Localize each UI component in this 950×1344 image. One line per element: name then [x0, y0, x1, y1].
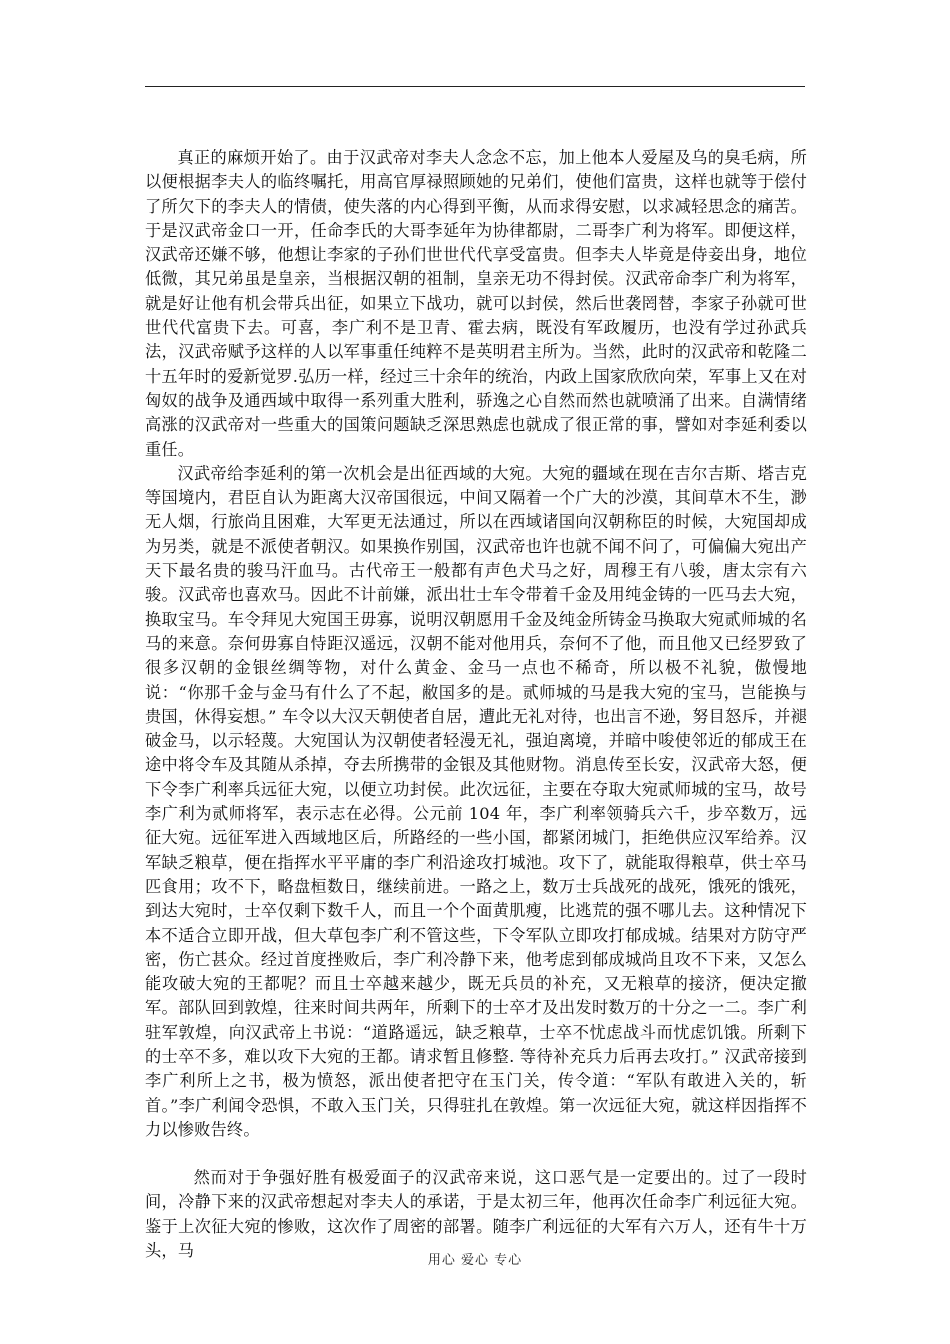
header-rule: [145, 86, 805, 87]
paragraph-3: 然而对于争强好胜有极爱面子的汉武帝来说，这口恶气是一定要出的。过了一段时间，冷静下来的汉武帝想起对李夫人的承诺，于是太初三年，他再次任命李广利远征大宛。鉴于上次征大宛的惨败，这次作了周密的部署。随李广利远征的大军有六万人，还有牛十万头，马: [145, 1168, 807, 1261]
paragraph-1: 真正的麻烦开始了。由于汉武帝对李夫人念念不忘，加上他本人爱屋及乌的臭毛病，所以便根据李夫人的临终嘱托，用高官厚禄照顾她的兄弟们，使他们富贵，这样也就等于偿付了所欠下的李夫人的情债，使失落的内心得到平衡，从而求得安慰，以求减轻思念的痛苦。于是汉武帝金口一开，任命李氏的大哥李延年为协律都尉，二哥李广利为将军。即便这样，汉武帝还嫌不够，他想让李家的子孙们世世代代享受富贵。但李夫人毕竟是侍妾出身，地位低微，其兄弟虽是皇亲，当根据汉朝的祖制，皇亲无功不得封侯。汉武帝命李广利为将军，就是好让他有机会带兵出征，如果立下战功，就可以封侯，然后世袭罔替，李家子孙就可世世代代富贵下去。可喜，李广利不是卫青、霍去病，既没有军政履历，也没有学过孙武兵法，汉武帝赋予这样的人以军事重任纯粹不是英明君主所为。当然，此时的汉武帝和乾隆二十五年时的爱新觉罗.弘历一样，经过三十余年的统治，内政上国家欣欣向荣，军事上又在对匈奴的战争及通西域中取得一系列重大胜利，骄逸之心自然而然也就喷涌了出来。自满情绪高涨的汉武帝对一些重大的国策问题缺乏深思熟虑也就成了很正常的事，譬如对李延利委以重任。: [145, 148, 807, 459]
page-footer: 用心 爱心 专心: [427, 1253, 523, 1268]
article-body: [145, 146, 807, 1263]
paragraph-2: 汉武帝给李延利的第一次机会是出征西域的大宛。大宛的疆域在现在吉尔吉斯、塔吉克等国境内，君臣自认为距离大汉帝国很远，中间又隔着一个广大的沙漠，其间草木不生，渺无人烟，行旅尚且困难，大军更无法通过，所以在西域诸国向汉朝称臣的时候，大宛国却成为另类，就是不派使者朝汉。如果换作别国，汉武帝也许也就不闻不问了，可偏偏大宛出产天下最名贵的骏马汗血马。古代帝王一般都有声色犬马之好，周穆王有八骏，唐太宗有六骏。汉武帝也喜欢马。因此不计前嫌，派出壮士车令带着千金及用纯金铸的一匹马去大宛，换取宝马。车令拜见大宛国王毋寡，说明汉朝愿用千金及纯金所铸金马换取大宛贰师城的名马的来意。奈何毋寡自恃距汉遥远，汉朝不能对他用兵，奈何不了他，而且他又已经罗致了很多汉朝的金银丝绸等物，对什么黄金、金马一点也不稀奇，所以极不礼貌，傲慢地说：“你那千金与金马有什么了不起，敝国多的是。贰师城的马是我大宛的宝马，岂能换与贵国，休得妄想。” 车令以大汉天朝使者自居，遭此无礼对待，也出言不逊，努目怒斥，并褪破金马，以示轻蔑。大宛国认为汉朝使者轻漫无礼，强迫离境，并暗中唆使邻近的郁成王在途中将令车及其随从杀掉，夺去所携带的金银及其他财物。消息传至长安，汉武帝大怒，便下令李广利率兵远征大宛，以便立功封侯。此次远征，主要在夺取大宛贰师城的宝马，故号李广利为贰师将军，表示志在必得。公元前 104 年，李广利率领骑兵六千，步卒数万，远征大宛。远征军进入西域地区后，所路经的一些小国，都紧闭城门，拒绝供应汉军给养。汉军缺乏粮草，便在指挥水平平庸的李广利沿途攻打城池。攻下了，就能取得粮草，供士卒马匹食用；攻不下，略盘桓数日，继续前进。一路之上，数万士兵战死的战死，饿死的饿死，到达大宛时，士卒仅剩下数千人，而且一个个面黄肌瘦，比逃荒的强不哪儿去。这种情况下本不适合立即开战，但大草包李广利不管这些，下令军队立即攻打郁成城。结果对方防守严密，伤亡甚众。经过首度挫败后，李广利冷静下来，他考虑到郁成城尚且攻不下来，又怎么能攻破大宛的王都呢？而且士卒越来越少，既无兵员的补充，又无粮草的接济，便决定撤军。部队回到敦煌，往来时间共两年，所剩下的士卒才及出发时数万的十分之一二。李广利驻军敦煌，向汉武帝上书说：“道路遥远，缺乏粮草，士卒不忧虑战斗而忧虑饥饿。所剩下的士卒不多，难以攻下大宛的王都。请求暂且修整. 等待补充兵力后再去攻打。” 汉武帝接到李广利所上之书，极为愤怒，派出使者把守在玉门关，传令道：“军队有敢进入关的，斩首。”李广利闻令恐惧，不敢入玉门关，只得驻扎在敦煌。第一次远征大宛，就这样因指挥不力以惨败告终。: [145, 463, 807, 1139]
